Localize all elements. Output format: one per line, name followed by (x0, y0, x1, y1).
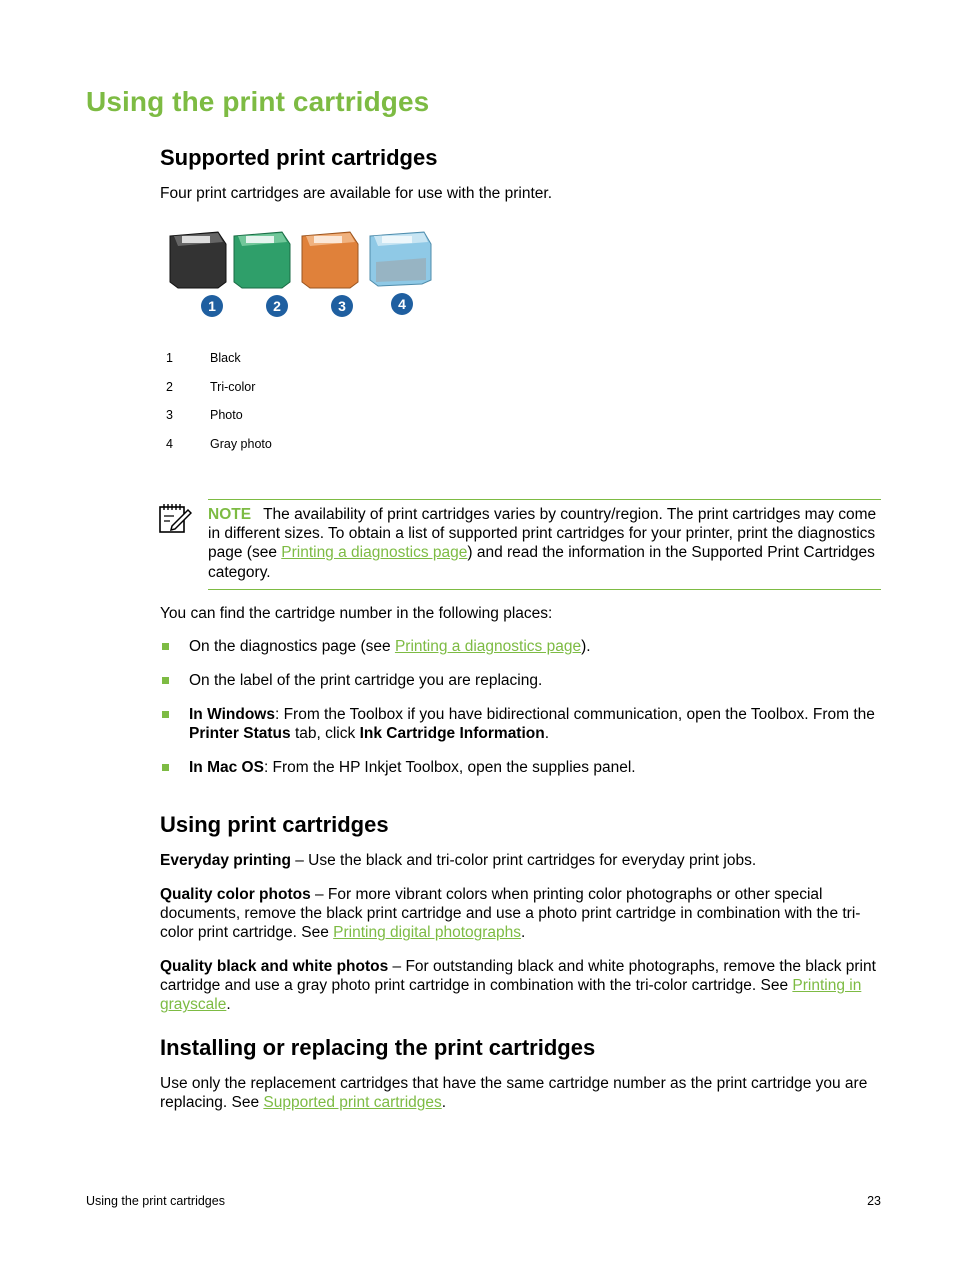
paragraph-text: Use only the replacement cartridges that have the same cartridge number as the print cartridge you are replacing. See (160, 1075, 868, 1112)
legend-label: Black (210, 351, 241, 365)
quality-color-paragraph (160, 885, 882, 943)
note-text (208, 505, 878, 582)
badge-2-icon (266, 295, 288, 317)
note-top-divider (208, 499, 881, 500)
bold-term: Ink Cartridge Information (359, 725, 545, 743)
bullet-marker (162, 643, 169, 650)
note-bottom-divider (208, 589, 881, 590)
cartridges-illustration (160, 222, 440, 322)
badge-1-icon (201, 295, 223, 317)
badge-4-icon (391, 293, 413, 315)
paragraph-text: . (441, 1094, 447, 1112)
cartridge-tricolor-image (234, 232, 290, 288)
badge-3-icon (331, 295, 353, 317)
page-title: Using the print cartridges (86, 86, 430, 117)
note-text-part: The availability of print cartridges varies by country/region. The print cartridges may come in different sizes. To obtain a list of supported print cartridges for your printer, print the diagnostics page (see (208, 506, 877, 562)
paragraph-text: . (521, 924, 526, 942)
bold-term: In Mac OS (189, 759, 264, 776)
bullet-text-part: ). (581, 638, 591, 655)
bold-term: Quality black and white photos (160, 958, 389, 975)
bullet-item: On the label of the print cartridge you are replacing. (189, 672, 543, 689)
cartridge-grayphoto-image (370, 232, 431, 286)
bullet-text-part: . (544, 725, 550, 743)
bold-term: Quality color photos (160, 886, 311, 903)
link-printing-digital-photographs[interactable]: Printing digital photographs (333, 924, 522, 942)
svg-text:4: 4 (398, 296, 406, 312)
bullet-marker (162, 677, 169, 684)
bold-term: Printer Status (189, 725, 291, 743)
everyday-printing-paragraph (160, 851, 882, 870)
link-supported-print-cartridges[interactable]: Supported print cartridges (263, 1094, 442, 1112)
bullet-item (189, 637, 884, 656)
bullet-marker (162, 764, 169, 771)
legend-number: 4 (166, 437, 173, 451)
note-pad-icon (158, 502, 192, 534)
legend-number: 3 (166, 408, 173, 422)
bullet-text-part: : From the HP Inkjet Toolbox, open the supplies panel. (263, 759, 636, 776)
cartridge-photo-image (302, 232, 358, 288)
legend-number: 1 (166, 351, 173, 365)
supported-heading: Supported print cartridges (160, 145, 438, 170)
bullet-text-part: On the diagnostics page (see (189, 638, 395, 655)
footer-page-number: 23 (867, 1194, 881, 1208)
svg-text:1: 1 (208, 298, 216, 314)
bullet-text-part: : From the Toolbox if you have bidirectional communication, open the Toolbox. From the (274, 706, 875, 723)
paragraph-text: – For more vibrant colors when printing color photographs or other special documents, remove the black print cartridge and use a photo print cartridge in combination with the tri-color print cartridge. See (160, 886, 861, 942)
bullet-marker (162, 711, 169, 718)
svg-text:3: 3 (338, 298, 346, 314)
link-printing-diagnostics-page[interactable]: Printing a diagnostics page (394, 638, 582, 655)
cartridge-black-image (170, 232, 226, 288)
find-intro: You can find the cartridge number in the following places: (160, 605, 553, 622)
paragraph-text: . (226, 996, 231, 1014)
legend-label: Gray photo (210, 437, 272, 451)
paragraph-text: – For outstanding black and white photographs, remove the black print cartridge and use a gray photo print cartridge in combination with the tri-color cartridge. See (160, 958, 876, 995)
legend-label: Tri-color (210, 380, 256, 394)
footer-section-title: Using the print cartridges (86, 1194, 225, 1208)
quality-bw-paragraph (160, 957, 882, 1015)
legend-label: Photo (210, 408, 243, 422)
legend-number: 2 (166, 380, 173, 394)
link-printing-diagnostics-page[interactable]: Printing a diagnostics page (281, 544, 468, 562)
bullet-item (189, 758, 884, 777)
bullet-item (189, 705, 884, 743)
using-heading: Using print cartridges (160, 812, 389, 837)
note-text-part: ) and read the information in the Supported Print Cartridges category. (208, 544, 875, 581)
installing-heading: Installing or replacing the print cartridges (160, 1035, 596, 1060)
note-label: NOTE (208, 506, 252, 523)
link-printing-in-grayscale[interactable]: Printing in grayscale (160, 977, 862, 1014)
paragraph-text: – Use the black and tri-color print cartridges for everyday print jobs. (290, 852, 757, 869)
installing-paragraph (160, 1074, 882, 1112)
bold-term: In Windows (189, 706, 275, 723)
bold-term: Everyday printing (160, 852, 291, 869)
bullet-text-part: tab, click (290, 725, 360, 743)
svg-text:2: 2 (273, 298, 281, 314)
supported-intro: Four print cartridges are available for use with the printer. (160, 185, 552, 202)
